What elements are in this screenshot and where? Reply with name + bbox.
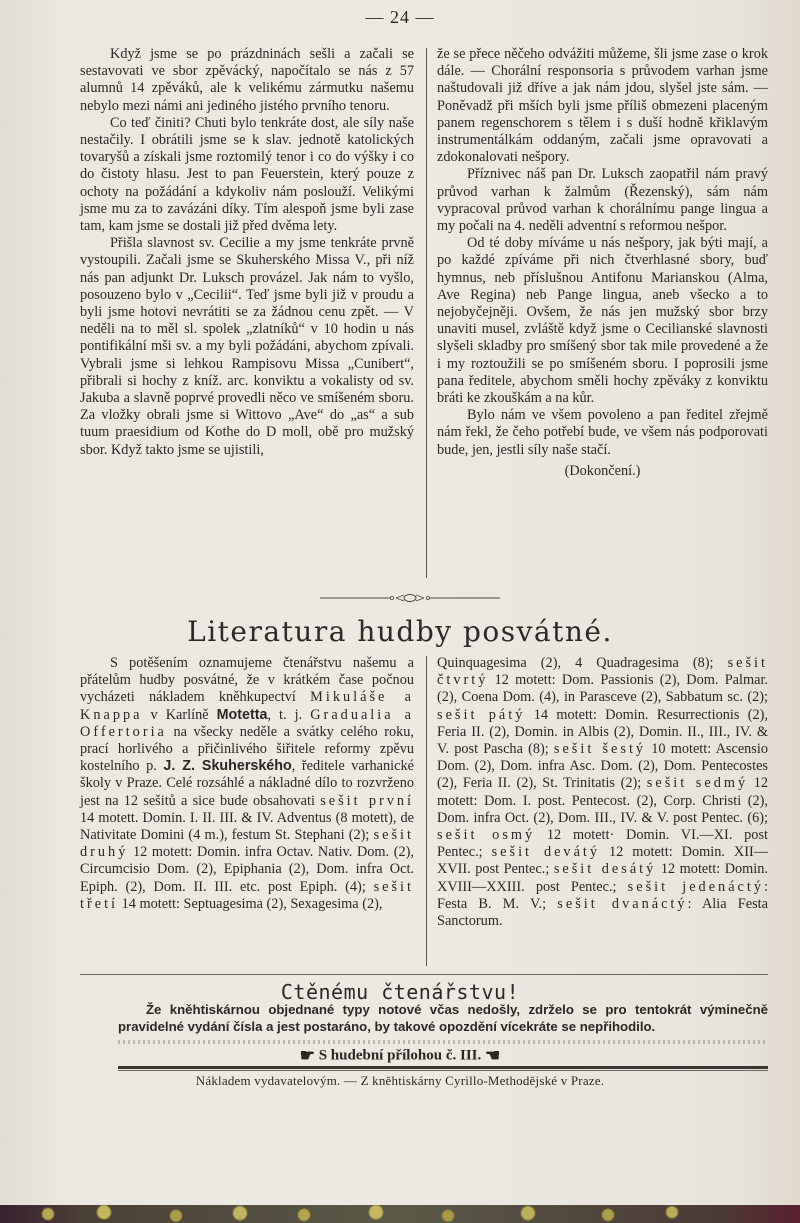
text-run: , t. j. (267, 706, 311, 723)
notice-text: Že kněhtiskárnou objednané typy notové včas nedošly, zdrželo se pro tentokrát výminečně pravidelné vydání čísla a jest postaráno, by takové opozdění vícekráte se nepřihodilo. (118, 1002, 768, 1034)
text-run: 10 motett: Ascensio Dom. (2), Dom. infra Asc. Dom. (2), Dom. Pentecostes (2), Feria II. (2), St. Trinitatis (2); (437, 741, 768, 792)
text-run: na všecky neděle a svátky celého roku, prací horlivého a přičinlivého šiřitele reformy zpěvu kostelního p. (80, 723, 414, 775)
paragraph: Bylo nám ve všem povoleno a pan ředitel zřejmě nám řekl, že čeho potřebí bude, ve všem nás podporovati bude, jen, jestli síly naše stačí. (437, 407, 768, 458)
thin-rule (118, 1070, 768, 1071)
page-number: — 24 — (365, 7, 435, 27)
volume-label: sešit pátý (437, 706, 526, 723)
volume-label: sešit druhý (80, 827, 414, 861)
volume-label: sešit čtvrtý (437, 655, 768, 689)
literature-left-column (80, 655, 414, 913)
author-name: J. Z. Skuherského (163, 758, 292, 775)
horizontal-rule (80, 974, 768, 975)
text-run: 12 motett: Dom. I. post. Pentecost. (2), Corp. Christi (2), Dom. infra Oct. (2), Dom. III., IV. & V. post Pentec. (6); (437, 775, 768, 826)
article-left-column (80, 46, 414, 459)
volume-label: sešit třetí (80, 878, 414, 912)
supplement-text: S hudební přílohou č. III. (318, 1047, 482, 1064)
paragraph: Co teď činiti? Chuti bylo tenkráte dost, ale síly naše nestačily. I obrátili jsme se k slav. jednotě katolických tovaryšů a získali jsme roztomilý tenor i co do výšky i co do čistoty hlasu. Jest to pan Feuerstein, který pouze z ochoty na požádání a kdykoliv nám poslouží. Velikými jsme mu za to zavázáni díky. Tím alespoň jsme byli zase tam, kam jsme se dostali již před dvěma lety. (80, 114, 414, 235)
text-run: : Festa B. M. V.; (437, 878, 768, 912)
text-run: 12 motett· Domin. VI.—XI. post Pentec.; (437, 827, 768, 861)
to-be-continued: (Dokončení.) (564, 462, 641, 479)
text-run: 14 motett: Domin. Resurrectionis (2), Feria II. (2), Domin. in Albis (2), Domin. II., III., IV. & V. post Pascha (8); (437, 706, 768, 758)
work-subtitle: Gradualia a Offertoria (80, 706, 414, 740)
pointing-hand-right-icon: ☛ (299, 1046, 315, 1065)
paragraph: Od té doby míváme u nás nešpory, jak býti mají, a po každé zpíváme při nich čtverhlasné sbory, buď hymnus, neb příslušnou Antifonu Marianskou (Alma, Ave Regina) neb Pange lingua, aneb všecko a to nejobyčejněji. Ovšem, že nás jen mužský sbor brzy unaviti musel, zvláště když jsme o Cecilianské slavnosti slyšeli skladby pro smíšený sbor tak mile provedené a že i my roztoužili se po smíšeném sboru. I poprosili jsme pana ředitele, abychom směli hochy zpěváky z konviktu bráti ke zkouškám a na kůr. (437, 235, 768, 407)
publisher-name: Mikuláše a Knappa (80, 689, 414, 723)
volume-label: sešit devátý (491, 844, 601, 861)
wavy-rule (118, 1040, 768, 1044)
text-run: 12 motett: Domin. XII—XVII. post Pentec.; (437, 844, 769, 878)
text-run: , ředitele varhanické školy v Praze. Celé rozsáhlé a nákladné dílo to rozvrženo jest na 12 sešitů a sice bude obsahovati (80, 758, 414, 809)
volume-label: sešit dvanáctý (557, 895, 688, 912)
section-title: Literatura hudby posvátné. (187, 615, 613, 648)
thick-rule (118, 1066, 768, 1069)
column-divider (426, 656, 427, 966)
text-run: 12 motett: Dom. Passionis (2), Dom. Palmar. (2), Coena Dom. (4), in Parasceve (2), Sabbatum sc. (2); (437, 672, 768, 706)
marbled-book-edge (0, 1205, 800, 1223)
notice-body (118, 1001, 768, 1035)
paragraph: Přišla slavnost sv. Cecilie a my jsme tenkráte prvně vystoupili. Začali jsme se Skuherského Missa V., při níž nás pan adjunkt Dr. Luksch provázel. Jak nám to vyšlo, posouzeno bylo v „Cecilii“. Teď jsme byli již v proudu a byli jsme hotovi nevrátiti se za žádnou cenu zpět. — V neděli na to měl sl. spolek „zlatníků“ v 10 hodin u nás pontifikální mši sv. a my byli požádáni, abychom zpívali. Vybrali jsme si lehkou Rampisovu Missa „Cunibert“, přibrali si hochy z kníž. arc. konviktu a vokalisty od sv. Jakuba a slavně poprvé provedli něco ve smíšeném sboru. Za vložky obrali jsme si Wittovo „Ave“ do „as“ a sub tuum praesidium od Kothe do D moll, obě pro mužský sbor. Když takto jsme se ujistili, (80, 235, 414, 458)
paragraph (80, 655, 414, 913)
paragraph: že se přece něčeho odvážiti můžeme, šli jsme zase o krok dále. — Chorální responsoria s průvodem varhan jsme naštudovali již dříve a jak nám jdou, slyšel jste sám. — Poněvadž při mších byli jsme příliš obmezeni placeným panem regenschorem s tělem i s duší hodně křiklavým instrumentálkám oddaným, začali jsme opravovati a zdokonalovati nešpory. (437, 46, 768, 166)
literature-right-column (437, 655, 768, 930)
text-run: Quinquagesima (2), 4 Quadragesima (8); (437, 655, 728, 671)
column-divider (426, 48, 427, 578)
work-title: Motetta (216, 706, 268, 723)
ornament-divider-icon (320, 593, 500, 603)
paragraph: Příznivec náš pan Dr. Luksch zaopatřil nám pravý průvod varhan k žalmům (Řezenský), sám nám vypracoval průvod varhan k chorálnímu pange lingua a my počali na 4. neděli adventní s reformou nešpor. (437, 166, 768, 235)
volume-label: sešit jedenáctý (627, 878, 765, 895)
volume-label: sešit sedmý (646, 775, 749, 792)
text-run: v Karlíně (142, 706, 217, 723)
pointing-hand-left-icon: ☚ (485, 1046, 501, 1065)
volume-label: sešit osmý (437, 827, 536, 844)
text-run: 12 motett: Domin. XVIII—XXIII. post Pentec.; (437, 861, 768, 895)
text-run: 14 motett: Septuagesima (2), Sexagesima (2), (118, 895, 383, 912)
paragraph (437, 655, 768, 930)
paragraph: Když jsme se po prázdninách sešli a začali se sestavovati ve sbor zpěvácký, napočítalo se nás z 57 alumnů 14 zpěváků, ale k velikému zármutku našemu nebylo mezi námi ani jediného jistého prvního tenoru. (80, 46, 414, 114)
text-run: 14 motett. Domin. I. II. III. & IV. Adventus (8 motett), de Nativitate Domini (4 m.), festum St. Stephani (2); (80, 809, 414, 844)
volume-label: sešit šestý (553, 741, 647, 758)
volume-label: sešit desátý (553, 861, 657, 878)
notice-title: Ctěnému čtenářstvu! (280, 980, 520, 1004)
text-run: : Alia Festa Sanctorum. (437, 895, 768, 930)
imprint-line: Nákladem vydavatelovým. — Z kněhtiskárny Cyrillo-Methodějské v Praze. (195, 1073, 605, 1088)
article-right-column (437, 46, 768, 480)
volume-label: sešit první (320, 792, 414, 809)
text-run: 12 motett: Domin. infra Octav. Nativ. Dom. (2), Circumcisio Dom. (2), Epiphania (2), Dom. infra Oct. Epiph. (2), Dom. II. III. etc. post Epiph. (4); (80, 844, 414, 895)
music-supplement-notice (0, 1046, 800, 1066)
text-run: S potěšením oznamujeme čtenářstvu našemu a přátelům hudby posvátné, že v krátkém čase počnou vycházeti nákladem kněhkupectví (80, 655, 414, 706)
